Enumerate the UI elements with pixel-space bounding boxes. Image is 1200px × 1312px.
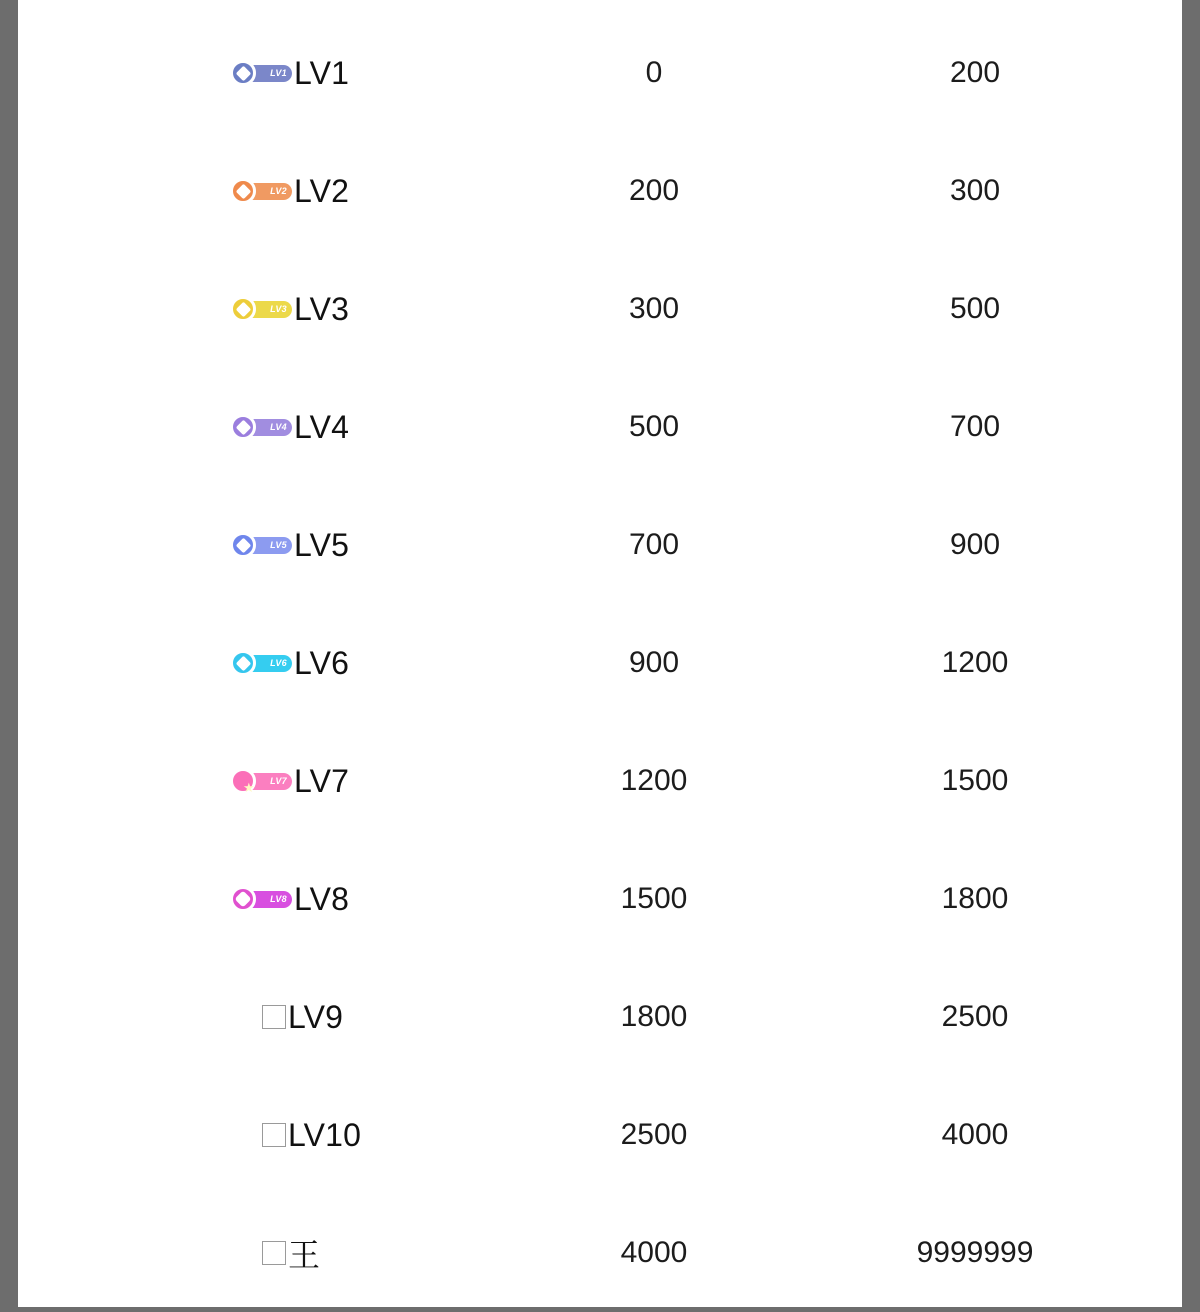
rank-badge-lv4-icon: [230, 414, 292, 440]
table-row: [18, 840, 1182, 958]
level-cell: [18, 527, 498, 564]
level-label: LV7: [294, 762, 350, 799]
level-label: LV10: [288, 1116, 362, 1153]
level-cell: [18, 1117, 498, 1154]
min-value-cell: 500: [628, 410, 680, 443]
max-value-cell: 500: [949, 292, 1001, 325]
rank-badge-text: LV6: [244, 655, 292, 672]
rank-badge-lv7-icon: [230, 768, 292, 794]
level-label: LV1: [294, 54, 350, 91]
max-value-cell: 700: [949, 410, 1001, 443]
rank-gem-icon: [230, 532, 256, 558]
level-label: 王: [288, 1237, 321, 1273]
rank-badge-placeholder-icon: [262, 1123, 286, 1147]
min-value-cell: 2500: [620, 1118, 688, 1151]
level-label: LV2: [294, 172, 350, 209]
table-row: [18, 132, 1182, 250]
rank-gem-inner: [235, 183, 251, 199]
rank-gem-icon: [230, 414, 256, 440]
rank-gem-inner: [235, 301, 251, 317]
rank-badge-lv5-icon: [230, 532, 292, 558]
table-row: [18, 1194, 1182, 1312]
max-value-cell: 200: [949, 56, 1001, 89]
rank-badge-lv8-icon: [230, 886, 292, 912]
level-label: LV6: [294, 644, 350, 681]
level-cell: [18, 763, 498, 800]
level-cell: [18, 55, 498, 92]
rank-gem-icon: [230, 650, 256, 676]
level-cell: [18, 291, 498, 328]
rank-gem-inner: [235, 419, 251, 435]
rank-badge-placeholder-icon: [262, 1241, 286, 1265]
level-cell: [18, 645, 498, 682]
level-cell: [18, 173, 498, 210]
level-label: LV3: [294, 290, 350, 327]
min-value-cell: 900: [628, 646, 680, 679]
max-value-cell: 1500: [941, 764, 1009, 797]
min-value-cell: 1800: [620, 1000, 688, 1033]
max-value-cell: 300: [949, 174, 1001, 207]
rank-badge-placeholder-icon: [262, 1005, 286, 1029]
rank-gem-icon: [230, 886, 256, 912]
rank-badge-text: LV5: [244, 537, 292, 554]
max-value-cell: 4000: [941, 1118, 1009, 1151]
rank-badge-lv3-icon: [230, 296, 292, 322]
level-table: [18, 0, 1182, 1312]
table-row: [18, 250, 1182, 368]
rank-badge-text: LV4: [244, 419, 292, 436]
table-row: [18, 14, 1182, 132]
rank-badge-text: LV2: [244, 183, 292, 200]
min-value-cell: 1500: [620, 882, 688, 915]
document-page: [18, 0, 1182, 1307]
min-value-cell: 0: [645, 56, 663, 89]
level-cell: [18, 409, 498, 446]
min-value-cell: 1200: [620, 764, 688, 797]
rank-badge-lv1-icon: [230, 60, 292, 86]
min-value-cell: 300: [628, 292, 680, 325]
level-cell: [18, 1230, 498, 1276]
rank-gem-inner: [235, 655, 251, 671]
min-value-cell: 700: [628, 528, 680, 561]
table-row: [18, 722, 1182, 840]
max-value-cell: 1200: [941, 646, 1009, 679]
level-cell: [18, 999, 498, 1036]
rank-badge-text: LV3: [244, 301, 292, 318]
rank-gem-icon: [230, 178, 256, 204]
min-value-cell: 200: [628, 174, 680, 207]
rank-gem-icon: ★: [230, 768, 256, 794]
rank-badge-lv6-icon: [230, 650, 292, 676]
min-value-cell: 4000: [620, 1236, 688, 1269]
level-label: LV4: [294, 408, 350, 445]
max-value-cell: 1800: [941, 882, 1009, 915]
rank-badge-text: LV8: [244, 891, 292, 908]
rank-gem-icon: [230, 60, 256, 86]
rank-badge-text: LV1: [244, 65, 292, 82]
level-cell: [18, 881, 498, 918]
table-row: [18, 958, 1182, 1076]
table-row: [18, 604, 1182, 722]
max-value-cell: 2500: [941, 1000, 1009, 1033]
rank-badge-text: LV7: [244, 773, 292, 790]
level-label: LV5: [294, 526, 350, 563]
rank-gem-inner: [235, 891, 252, 908]
rank-gem-icon: [230, 296, 256, 322]
rank-gem-inner: [235, 65, 251, 81]
table-row: [18, 368, 1182, 486]
level-label: LV8: [294, 880, 350, 917]
rank-badge-lv2-icon: [230, 178, 292, 204]
rank-gem-inner: [235, 537, 251, 553]
table-row: [18, 1076, 1182, 1194]
max-value-cell: 9999999: [916, 1236, 1034, 1269]
table-row: [18, 486, 1182, 604]
level-label: LV9: [288, 998, 344, 1035]
max-value-cell: 900: [949, 528, 1001, 561]
